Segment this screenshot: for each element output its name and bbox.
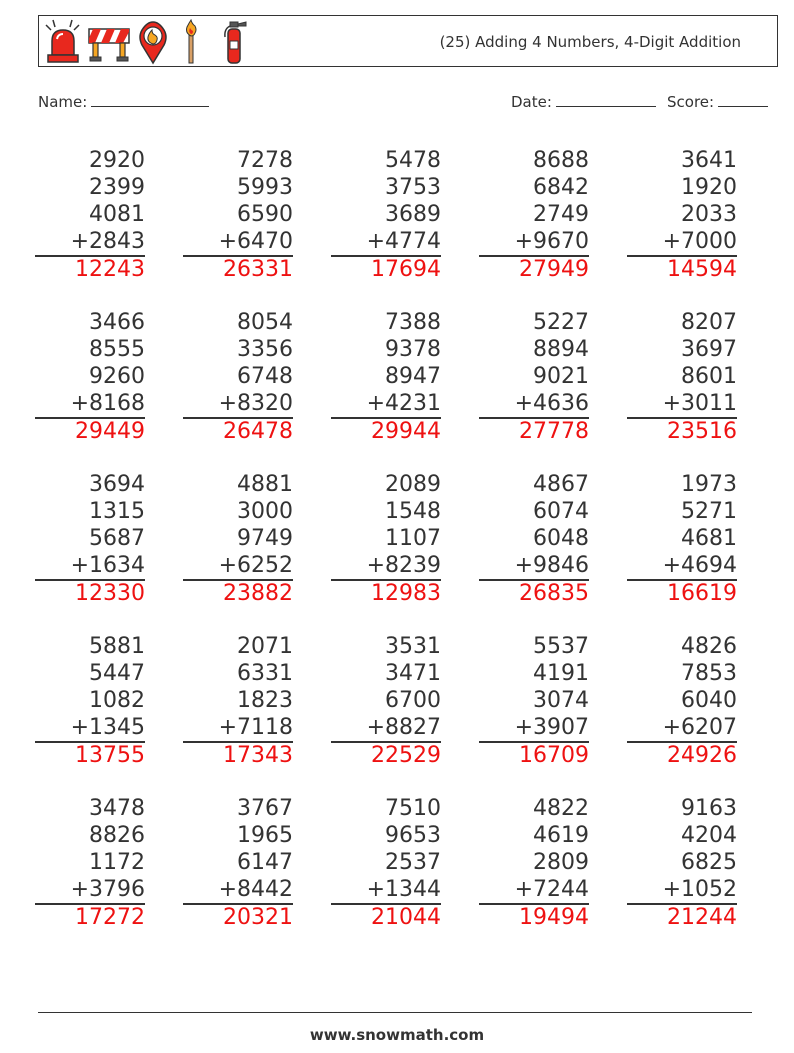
addend-4: +6207 [662, 715, 737, 740]
addend-1: 1973 [681, 472, 737, 497]
answer: 26478 [183, 417, 293, 447]
addend-4: +1634 [70, 553, 145, 578]
addend-3: 8947 [385, 364, 441, 389]
addend-4: +8442 [218, 877, 293, 902]
addend-4: +4636 [514, 391, 589, 416]
addend-4: +7118 [218, 715, 293, 740]
addend-3: 6590 [237, 202, 293, 227]
addend-1: 2920 [89, 148, 145, 173]
addend-2: 1315 [89, 499, 145, 524]
addend-1: 3641 [681, 148, 737, 173]
score-label: Score: [667, 93, 715, 111]
addition-problem [627, 309, 737, 447]
addend-2: 3697 [681, 337, 737, 362]
addend-4: +1052 [662, 877, 737, 902]
addition-problem [627, 633, 737, 771]
addend-2: 4619 [533, 823, 589, 848]
addend-2: 5271 [681, 499, 737, 524]
addend-1: 4822 [533, 796, 589, 821]
addition-problem [35, 147, 145, 285]
addend-4: +1344 [366, 877, 441, 902]
answer: 16709 [479, 741, 589, 771]
answer: 26835 [479, 579, 589, 609]
addend-2: 3753 [385, 175, 441, 200]
addend-3: 6040 [681, 688, 737, 713]
answer: 21244 [627, 903, 737, 933]
addition-problem [479, 795, 589, 933]
addend-4: +2843 [70, 229, 145, 254]
addition-problem [627, 795, 737, 933]
addend-3: 2749 [533, 202, 589, 227]
addend-1: 7278 [237, 148, 293, 173]
addend-4: +7244 [514, 877, 589, 902]
addend-3: 3074 [533, 688, 589, 713]
answer: 22529 [331, 741, 441, 771]
answer: 23882 [183, 579, 293, 609]
answer: 29449 [35, 417, 145, 447]
answer: 12983 [331, 579, 441, 609]
answer: 16619 [627, 579, 737, 609]
addend-4: +6470 [218, 229, 293, 254]
addend-3: 6748 [237, 364, 293, 389]
addend-3: 2033 [681, 202, 737, 227]
addend-4: +8168 [70, 391, 145, 416]
addend-2: 1965 [237, 823, 293, 848]
footer-divider [38, 1012, 752, 1013]
answer: 17694 [331, 255, 441, 285]
addend-1: 3531 [385, 634, 441, 659]
addend-1: 7388 [385, 310, 441, 335]
answer: 24926 [627, 741, 737, 771]
addend-4: +4694 [662, 553, 737, 578]
addend-3: 5687 [89, 526, 145, 551]
addend-2: 8555 [89, 337, 145, 362]
footer-site: www.snowmath.com [309, 1026, 485, 1044]
answer: 17272 [35, 903, 145, 933]
addition-problem [331, 147, 441, 285]
addition-problem [331, 309, 441, 447]
addend-2: 3356 [237, 337, 293, 362]
addend-3: 9021 [533, 364, 589, 389]
addition-problem [479, 309, 589, 447]
addition-problem [183, 795, 293, 933]
addend-4: +9846 [514, 553, 589, 578]
answer: 17343 [183, 741, 293, 771]
addend-1: 3466 [89, 310, 145, 335]
addend-4: +8827 [366, 715, 441, 740]
addend-4: +3011 [662, 391, 737, 416]
worksheet-title: (25) Adding 4 Numbers, 4-Digit Addition [439, 33, 741, 51]
addition-problem [183, 471, 293, 609]
addend-3: 1172 [89, 850, 145, 875]
addend-2: 5993 [237, 175, 293, 200]
addend-4: +4231 [366, 391, 441, 416]
answer: 21044 [331, 903, 441, 933]
addend-1: 5537 [533, 634, 589, 659]
addend-4: +1345 [70, 715, 145, 740]
addend-3: 1107 [385, 526, 441, 551]
addend-4: +3907 [514, 715, 589, 740]
name-label: Name: [38, 93, 88, 111]
addend-3: 4681 [681, 526, 737, 551]
addition-problem [35, 471, 145, 609]
addition-problem [35, 795, 145, 933]
addend-2: 6074 [533, 499, 589, 524]
addition-problem [35, 633, 145, 771]
addend-1: 2089 [385, 472, 441, 497]
addend-2: 7853 [681, 661, 737, 686]
addend-3: 6825 [681, 850, 737, 875]
answer: 19494 [479, 903, 589, 933]
addend-2: 4204 [681, 823, 737, 848]
addend-1: 8207 [681, 310, 737, 335]
answer: 13755 [35, 741, 145, 771]
addend-2: 8894 [533, 337, 589, 362]
addend-1: 7510 [385, 796, 441, 821]
addend-2: 1920 [681, 175, 737, 200]
addend-1: 3478 [89, 796, 145, 821]
addend-1: 5478 [385, 148, 441, 173]
addend-3: 8601 [681, 364, 737, 389]
addend-3: 2537 [385, 850, 441, 875]
addend-1: 8688 [533, 148, 589, 173]
addend-3: 6048 [533, 526, 589, 551]
addend-1: 5227 [533, 310, 589, 335]
addend-2: 5447 [89, 661, 145, 686]
addend-3: 1082 [89, 688, 145, 713]
addition-problem [183, 309, 293, 447]
addend-4: +4774 [366, 229, 441, 254]
addition-problem [627, 471, 737, 609]
answer: 23516 [627, 417, 737, 447]
addend-3: 4081 [89, 202, 145, 227]
answer: 29944 [331, 417, 441, 447]
addend-1: 3767 [237, 796, 293, 821]
addition-problem [331, 633, 441, 771]
addend-2: 3000 [237, 499, 293, 524]
addend-2: 8826 [89, 823, 145, 848]
addend-1: 8054 [237, 310, 293, 335]
addend-2: 1548 [385, 499, 441, 524]
answer: 27949 [479, 255, 589, 285]
addend-3: 9749 [237, 526, 293, 551]
addend-2: 3471 [385, 661, 441, 686]
answer: 12243 [35, 255, 145, 285]
addend-2: 4191 [533, 661, 589, 686]
addend-4: +7000 [662, 229, 737, 254]
addend-1: 4881 [237, 472, 293, 497]
addition-problem [627, 147, 737, 285]
addition-problem [331, 795, 441, 933]
addition-problem [183, 147, 293, 285]
answer: 14594 [627, 255, 737, 285]
addend-2: 9653 [385, 823, 441, 848]
addend-3: 1823 [237, 688, 293, 713]
addend-3: 3689 [385, 202, 441, 227]
addition-problem [331, 471, 441, 609]
answer: 27778 [479, 417, 589, 447]
date-label: Date: [511, 93, 552, 111]
addend-1: 9163 [681, 796, 737, 821]
addend-2: 9378 [385, 337, 441, 362]
addition-problem [35, 309, 145, 447]
addend-1: 5881 [89, 634, 145, 659]
addend-4: +3796 [70, 877, 145, 902]
addend-3: 6700 [385, 688, 441, 713]
answer: 26331 [183, 255, 293, 285]
addend-1: 4826 [681, 634, 737, 659]
addend-3: 9260 [89, 364, 145, 389]
addend-4: +8239 [366, 553, 441, 578]
addend-3: 2809 [533, 850, 589, 875]
answer: 20321 [183, 903, 293, 933]
addition-problem [479, 633, 589, 771]
addend-4: +8320 [218, 391, 293, 416]
addition-problem [479, 471, 589, 609]
addend-3: 6147 [237, 850, 293, 875]
addend-2: 2399 [89, 175, 145, 200]
addition-problem [479, 147, 589, 285]
addend-4: +6252 [218, 553, 293, 578]
addend-1: 3694 [89, 472, 145, 497]
addend-2: 6842 [533, 175, 589, 200]
addend-1: 4867 [533, 472, 589, 497]
addend-4: +9670 [514, 229, 589, 254]
answer: 12330 [35, 579, 145, 609]
addition-problem [183, 633, 293, 771]
addend-2: 6331 [237, 661, 293, 686]
addend-1: 2071 [237, 634, 293, 659]
